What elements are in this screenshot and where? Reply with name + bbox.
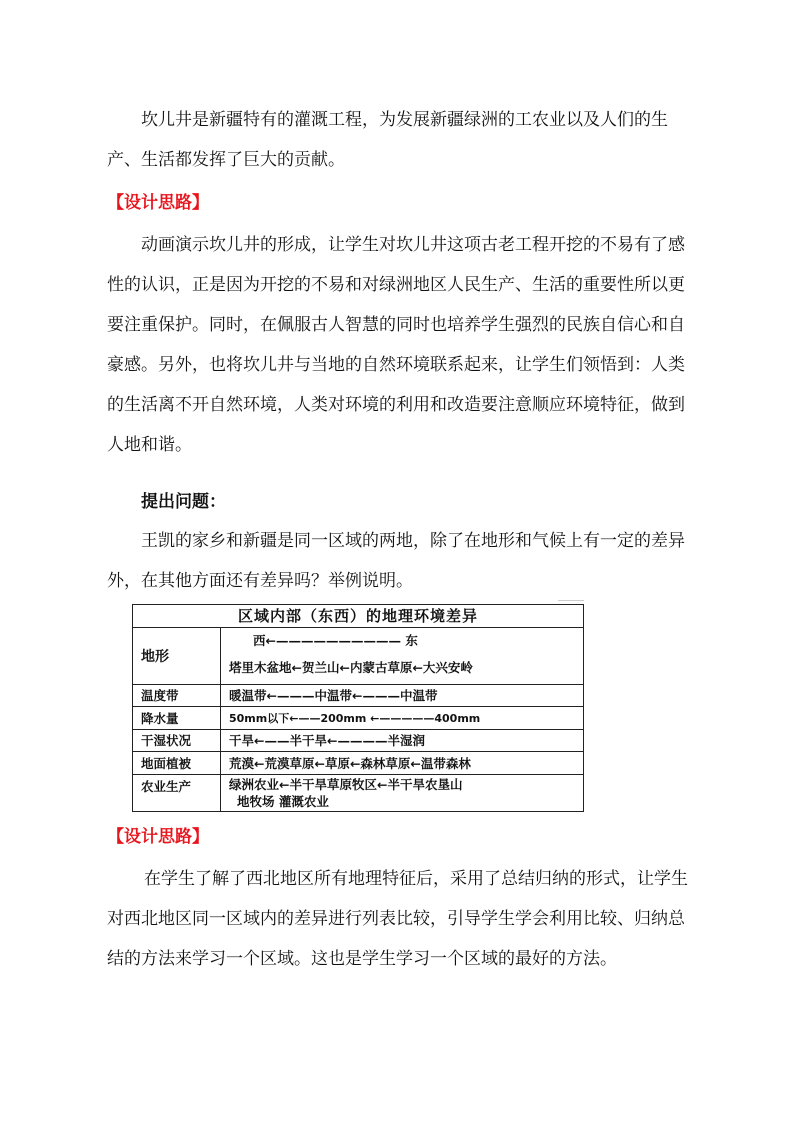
row-value: 塔里木盆地←贺兰山←内蒙古草原←大兴安岭 xyxy=(229,660,473,675)
row-label: 温度带 xyxy=(133,684,221,706)
row-label: 降水量 xyxy=(133,706,221,729)
intro-paragraph: 坎儿井是新疆特有的灌溉工程，为发展新疆绿洲的工农业以及人们的生产、生活都发挥了巨大的贡献。 xyxy=(107,110,668,170)
table-row-humidity xyxy=(133,729,583,752)
design-idea-paragraph-2: 在学生了解了西北地区所有地理特征后，采用了总结归纳的形式，让学生对西北地区同一区域内的差异进行列表比较，引导学生学会利用比较、归纳总结的方法来学习一个区域。这也是学生学习一个区域的最好的方法。 xyxy=(107,869,688,969)
design-idea-heading-1: 【设计思路】 xyxy=(107,193,209,213)
table-row-agriculture xyxy=(133,774,583,811)
row-label: 干湿状况 xyxy=(133,729,221,751)
direction-label: 西←—————————— 东 xyxy=(253,633,418,648)
row-label: 地面植被 xyxy=(133,751,221,774)
row-value: 50mm以下←——200mm ←—————400mm xyxy=(229,711,481,725)
row-label: 农业生产 xyxy=(133,774,221,811)
row-value-continued: 地牧场 灌溉农业 xyxy=(237,793,329,809)
table-row-vegetation xyxy=(133,751,583,775)
row-value: 暖温带←———中温带←———中温带 xyxy=(229,688,438,703)
question-label: 提出问题： xyxy=(141,492,226,512)
row-value: 干旱←——半干旱←————半湿润 xyxy=(229,733,425,748)
design-idea-paragraph-1: 动画演示坎儿井的形成，让学生对坎儿井这项古老工程开挖的不易有了感性的认识，正是因为开挖的不易和对绿洲地区人民生产、生活的重要性所以更要注重保护。同时，在佩服古人智慧的同时也培养学生强烈的民族自信心和自豪感。另外，也将坎儿井与当地的自然环境联系起来，让学生们领悟到：人类的生活离不开自然环境，人类对环境的利用和改造要注意顺应环境特征，做到人地和谐。 xyxy=(107,235,685,455)
table-row-precipitation xyxy=(133,706,583,730)
table-row-temperature xyxy=(133,684,583,707)
row-value: 荒漠←荒漠草原←草原←森林草原←温带森林 xyxy=(229,755,471,771)
row-label: 地形 xyxy=(133,628,221,684)
table-title: 区域内部（东西）的地理环境差异 xyxy=(133,605,583,628)
design-idea-heading-2: 【设计思路】 xyxy=(107,827,209,847)
geo-difference-table xyxy=(132,604,584,812)
row-value: 绿洲农业←半干旱草原牧区←半干旱农垦山 xyxy=(229,776,463,792)
question-paragraph: 王凯的家乡和新疆是同一区域的两地，除了在地形和气候上有一定的差异外，在其他方面还有差异吗？举例说明。 xyxy=(107,531,685,591)
table-row-terrain xyxy=(133,628,583,685)
